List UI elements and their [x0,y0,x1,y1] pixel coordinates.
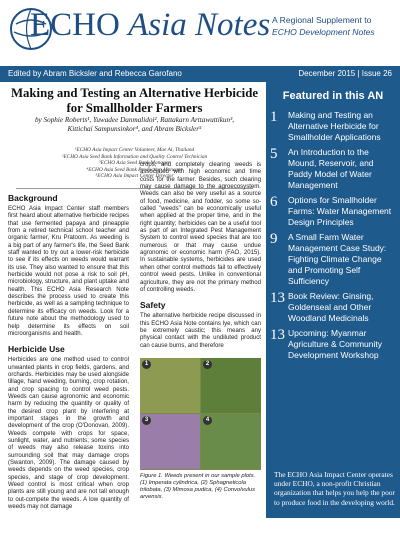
weed-photo [140,358,200,413]
contents-title: Upcoming: Myanmar Agriculture & Community Development Workshop [288,328,383,360]
photo-number: 4 [203,416,212,425]
weeds-paragraph: crops, and completely clearing weeds is associated with high economic and time costs for the farmer. Besides, such clearing may cause damage to the agroecosystem. Weeds can also be very useful as a source of food, medicine, and fodder, so some so-called "weeds" can be economically useful when applied at the proper time, and in the right quantity; herbicides can be a useful tool as part of an Integrated Pest Management System to control weed species that are too numerous or that may cause undue agronomic or economic harm (FAO, 2015). In sustainable systems, herbicides are used when other control methods fail to effectively control weed pests. Unlike in conventional agriculture, they are not the primary method of controlling weeds. [140,162,261,293]
contents-title: Options for Smallholder Farms: Water Management Design Principles [288,195,392,227]
weed-photo [140,414,200,469]
affiliation: ²ECHO Asia Seed Bank Information and Quality Control Technician [61,153,208,160]
contact-line: Chiang Mai 50000 Thailand [274,536,353,543]
newsletter-title [30,5,270,45]
contents-page-number: 13 [270,290,285,306]
safety-paragraph: The alternative herbicide recipe discussed in this ECHO Asia Note contains lye, which can be extremely caustic; this means any physical contact with the undiluted product can cause burns, and therefore [140,313,261,349]
weed-photo-grid [140,358,261,470]
contents-title: An Introduction to the Mound, Reservoir, and Paddy Model of Water Management [288,147,374,190]
title-echo: ECHO [30,7,120,43]
herbicide-use-paragraph: Herbicides are one method used to control unwanted plants in crop fields, gardens, and orchards. Herbicides may be used alongside tillage, hand weeding, burning, crop rotation, and crop spacing to control weed pests. Weeds can cause agronomic and economic harm by reducing the quantity or quality of the desired crop plant by interfering at important stages in the growth and development of the crop (O'Donovan, 2009). Weeds compete with crops for space, sunlight, water, and nutrients; some species of weeds may also release toxins into surrounding soil that may damage crops (Swanton, 2009). The damage caused by weeds depends on the weed species, crop species, and stage of crop development. Weed control is most critical when crop plants are still young and are not tall enough to out-compete the weeds. A low quantity of weeds may not damage [8,357,129,511]
photo-number: 2 [203,360,212,369]
supplement-line-1: A Regional Supplement to [272,15,372,25]
editor-bar [0,66,400,82]
contents-item[interactable] [270,291,398,324]
contents-item[interactable] [270,195,398,228]
contact-line: PO Box 64 [274,528,305,535]
supplement-line-2: ECHO Development Notes [272,27,375,37]
article-authors [8,116,261,135]
editors-credit: Edited by Abram Bicksler and Rebecca Garofano [8,69,182,78]
background-paragraph: ECHO Asia Impact Center staff members first heard about alternative herbicide recipes that use fermented papaya and pineapple from a retired technical school teacher and organic farmer, Kru Pratoom. As weeding is a big part of any farmer's life, the Seed Bank staff wanted to try out a lower-risk herbicide to see if its effects on weeds would warrant its use. They also wanted to ensure that this herbicide would not pose a risk to soil pH, microbiology, structure, and plant uptake and health. This ECHO Asia Research Note describes the process used to create this herbicide, as well as a sampling technique to determine its efficacy on weeds. Look for a future note about the methodology used to help determine its effects on soil microorganisms and health. [8,206,129,337]
masthead [0,0,400,66]
weed-photo [201,414,261,469]
article-column-2 [140,162,261,350]
contents-item[interactable] [270,110,398,143]
authors-line-1: by Sophie Roberts¹, Yuwadee Danmalidoi², Rattakarn Arttawuttikun³, [34,116,235,124]
figure-caption: Figure 1. Weeds present in our sample plots. (1) Imperata cylindrica, (2) Sphagneticola trilobata, (3) Mimosa pudica, (4) Convolvulus arvensis. [140,473,256,500]
contents-title: A Small Farm Water Management Case Study: Fighting Climate Change and Promoting Self Sufficiency [288,232,387,286]
contents-page-number: 13 [270,327,285,343]
title-asia-notes: Asia Notes [128,7,271,43]
contents-item[interactable] [270,232,398,287]
article-headline: Making and Testing an Alternative Herbicide for Smallholder Farmers [10,86,259,115]
issue-date: December 2015 | Issue 26 [298,69,392,78]
contents-page-number: 1 [270,109,278,125]
contents-page-number: 6 [270,194,278,210]
supplement-note [272,14,396,38]
photo-number: 3 [142,416,151,425]
contents-page-number: 5 [270,146,278,162]
featured-heading: Featured in this AN [282,90,384,102]
affiliation: ¹ECHO Asia Impact Center Volunteer, Mae Ai, Thailand [74,147,195,153]
contact-block [274,520,396,560]
affiliation: ⁴ECHO Asia Seed Bank Production Manager [86,166,183,173]
authors-line-2: Kittichai Sampunsinkor⁴, and Abram Bicksler⁵ [67,125,202,134]
contents-page-number: 9 [270,231,278,247]
weed-photo [201,358,261,413]
contents-list [270,110,398,365]
contents-item[interactable] [270,328,398,361]
article-column-1 [8,193,129,511]
featured-sidebar [266,82,400,559]
affiliation: ⁵ECHO Asia Impact Center Director [95,173,174,180]
contact-org: ECHO Asia Impact Center [274,520,352,527]
contents-item[interactable] [270,147,398,191]
affiliation: ³ECHO Asia Seed Bank Manager [99,160,170,167]
photo-number: 1 [142,360,151,369]
contents-title: Making and Testing an Alternative Herbicide for Smallholder Applications [288,110,381,142]
about-echo-text: The ECHO Asia Impact Center operates under ECHO, a non-profit Christian organization that helps you help the poor to produce food in the developing world. [274,470,395,507]
contact-website-link[interactable]: www.ECHOcommunity.org [274,552,350,559]
background-heading: Background [8,193,58,203]
herbicide-use-heading: Herbicide Use [8,344,65,355]
contents-title: Book Review: Ginsing, Goldenseal and Other Woodland Medicinals [288,291,374,323]
safety-heading: Safety [140,300,166,311]
contact-email-link[interactable]: echoasia@echonet.org [274,544,340,551]
